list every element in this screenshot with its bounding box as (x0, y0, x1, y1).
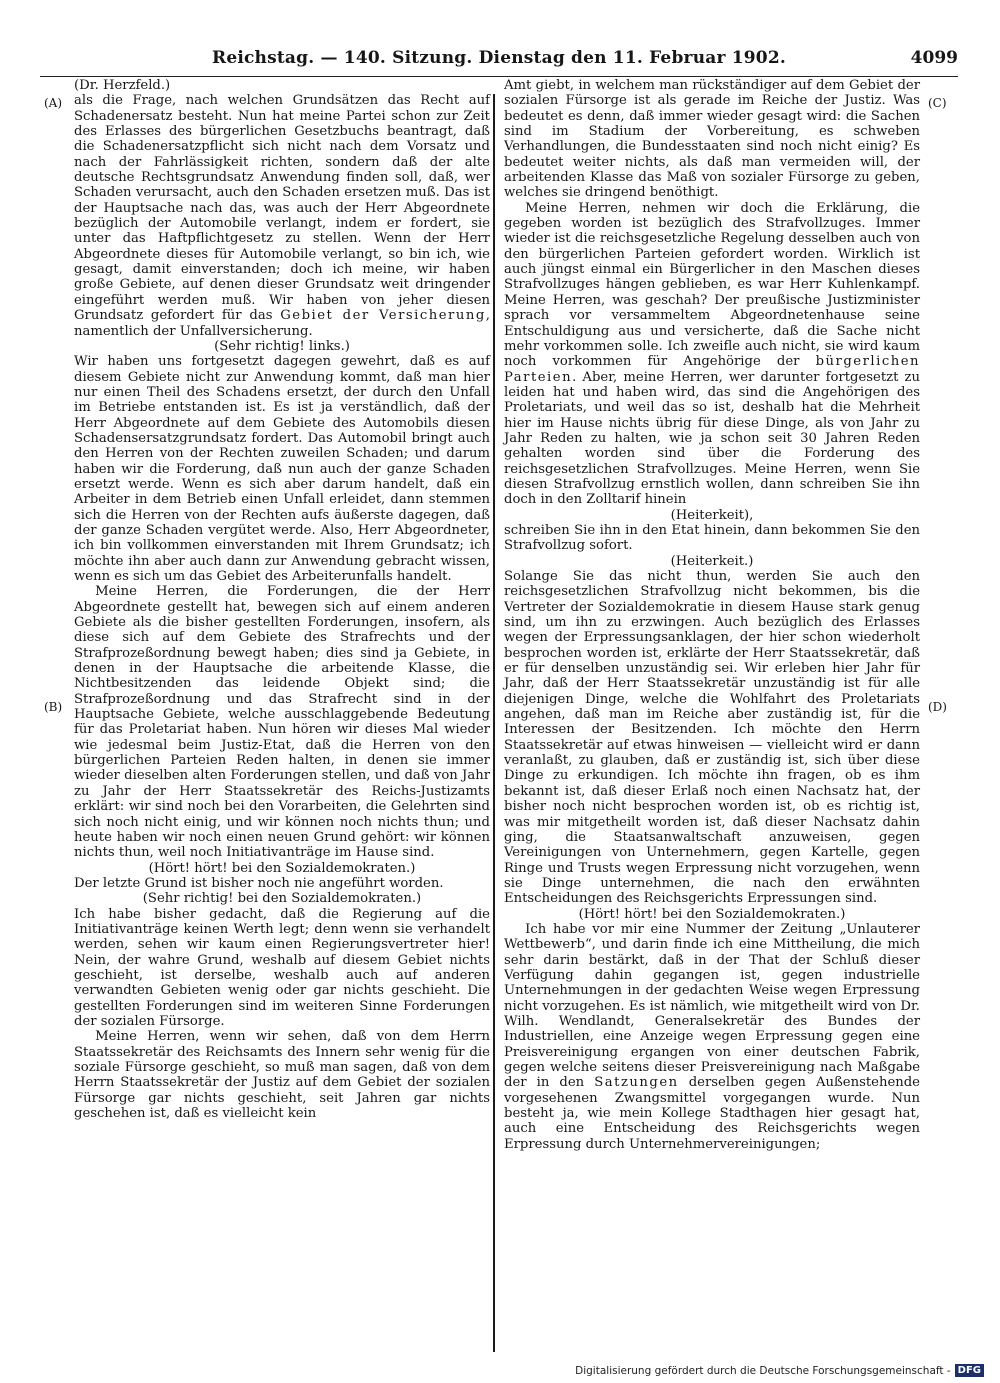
footer (575, 1364, 984, 1377)
paragraph: Amt giebt, in welchem man rückständiger auf dem Gebiet der sozialen Fürsorge ist als gerade im Reiche der Justiz. Was bedeutet es denn, daß immer wieder gesagt wird: die Sachen sind im Stadium der Vorbereitung, es schweben Verhandlungen, die Bundesstaaten sind noch nicht einig? Es bedeutet weiter nichts, als daß man vermeiden will, der arbeitenden Klasse das Maß von sozialer Fürsorge zu geben, welches sie dringend benöthigt. (504, 78, 920, 201)
margin-letter-b: (B) (44, 700, 63, 714)
right-column (504, 78, 920, 1152)
header-title: Reichstag. — 140. Sitzung. Dienstag den 11. Februar 1902. (212, 48, 786, 68)
paragraph: Solange Sie das nicht thun, werden Sie auch den reichsgesetzlichen Strafvollzug nicht bekommen, bis die Vertreter der Sozialdemokratie in diesem Hause stark genug sind, um ihn zu erzwingen. Auch bezüglich des Erlasses wegen der Erpressungsanklagen, der hier schon wiederholt besprochen worden ist, erklärte der Herr Staatssekretär, daß er für denselben unzuständig sei. Wir erleben hier Jahr für Jahr, daß der Herr Staatssekretär unzuständig ist für alle diejenigen Dinge, welche die Wohlfahrt des Proletariats angehen, daß man im Reiche aber zuständig ist, für die Interessen der Besitzenden. Ich möchte den Herrn Staatssekretär auf etwas hinweisen — vielleicht wird er dann veranlaßt, zu glauben, daß er zuständig ist, sich über diese Dinge zu erkundigen. Ich möchte ihn fragen, ob es ihm bekannt ist, daß dieser Erlaß noch einen Nachsatz hat, der bisher noch nicht besprochen worden ist, ob es richtig ist, was mir mitgetheilt worden ist, daß dieser Nachsatz dahin ging, die Staatsanwaltschaft anzuweisen, gegen Vereinigungen von Unternehmern, gegen Kartelle, gegen Ringe und Trusts wegen Erpressung nicht vorzugehen, wenn sie Dinge unternehmen, die nach den erwähnten Entscheidungen des Reichsgerichts Erpressungen sind. (504, 569, 920, 907)
left-column (74, 78, 490, 1121)
spaced-text: Satzungen (594, 1075, 679, 1091)
interjection: (Sehr richtig! links.) (214, 338, 350, 354)
margin-letter-a: (A) (44, 96, 63, 110)
paragraph: Der letzte Grund ist bisher noch nie angeführt worden. (74, 875, 444, 891)
paragraph (74, 93, 490, 339)
paragraph (504, 201, 920, 508)
paragraph-text: als die Frage, nach welchen Grundsätzen das Recht auf Schadenersatz besteht. Nun hat meine Partei schon zur Zeit des Erlasses des bürgerlichen Gesetzbuchs beantragt, daß die Schadenersatzpflicht sich nicht nach dem Vorsatz und nach der Fahrlässigkeit richten, sondern daß der alte deutsche Rechtsgrundsatz Anwendung finden soll, daß, wer Schaden verursacht, auch den Schaden ersetzen muß. Das ist der Hauptsache nach das, was auch der Herr Abgeordnete bezüglich der Automobile verlangt, indem er fordert, sie unter das Haftpflichtgesetz zu stellen. Wenn der Herr Abgeordnete dieses für Automobile verlangt, so bin ich, wie gesagt, damit einverstanden; doch ich meine, wir haben große Gebiete, auf denen dieser Grundsatz weit dringender eingeführt werden muß. Wir haben von jeher diesen Grundsatz gefordert für das (74, 93, 490, 324)
margin-letter-c: (C) (928, 96, 947, 110)
column-divider (493, 94, 495, 1352)
footer-text: Digitalisierung gefördert durch die Deutsche Forschungsgemeinschaft - (575, 1364, 951, 1377)
interjection: (Hört! hört! bei den Sozialdemokraten.) (148, 860, 416, 876)
interjection: (Hört! hört! bei den Sozialdemokraten.) (578, 906, 846, 922)
paragraph: Wir haben uns fortgesetzt dagegen gewehrt, daß es auf diesem Gebiete nicht zur Anwendung kommt, daß man hier nur einen Theil des Schadens ersetzt, der durch den Unfall im Betriebe entstanden ist. Es ist ja verständlich, daß der Herr Abgeordnete auf dem Gebiete des Automobils diesen Schadensersatzgrundsatz fordert. Das Automobil bringt auch den Herren von der Rechten zuweilen Schaden; und darum haben wir die Forderung, daß nun auch der ganze Schaden ersetzt werde. Wenn es sich aber darum handelt, daß ein Arbeiter in dem Betrieb einen Unfall erleidet, dann stemmen sich die Herren von der Rechten aufs äußerste dagegen, daß der ganze Schaden vergütet werde. Also, Herr Abgeordneter, ich bin vollkommen einverstanden mit Ihrem Grundsatz; ich möchte ihn aber auch dann zur Anwendung gebracht wissen, wenn es sich um das Gebiet des Arbeiterunfalls handelt. (74, 354, 490, 584)
spaced-text: Gebiet der Versicherung (280, 308, 486, 324)
paragraph-text: Ich habe vor mir eine Nummer der Zeitung „Unlauterer Wettbewerb“, und darin finde ich eine Mittheilung, die mich sehr darin bestärkt, daß in der That der Schluß dieser Verfügung dahin gegangen ist, gegen industrielle Unternehmungen in der gedachten Weise wegen Erpressung nicht vorzugehen. Es ist nämlich, wie mitgetheilt wird von Dr. Wilh. Wendlandt, Generalsekretär des Bundes der Industriellen, eine Anzeige wegen Erpressung gegen eine Preisvereinigung ergangen von einer deutschen Fabrik, gegen welche seitens dieser Preisvereinigung nach Maßgabe der in den (504, 921, 920, 1091)
paragraph: schreiben Sie ihn in den Etat hinein, dann bekommen Sie den Strafvollzug sofort. (504, 522, 920, 554)
paragraph: Meine Herren, wenn wir sehen, daß von dem Herrn Staatssekretär des Reichsamts des Innern sehr wenig für die soziale Fürsorge geschieht, so muß man sagen, daß von dem Herrn Staatssekretär der Justiz auf dem Gebiet der sozialen Fürsorge gar nichts geschieht, seit Jahren gar nichts geschehen ist, daß es vielleicht kein (74, 1029, 490, 1122)
paragraph-text: , namentlich der Unfallversicherung. (74, 308, 490, 339)
speaker-label: (Dr. Herzfeld.) (74, 78, 171, 93)
interjection: (Heiterkeit), (670, 507, 754, 523)
paragraph (504, 922, 920, 1152)
page-number: 4099 (910, 48, 958, 68)
spaced-text: bürgerlichen Parteien (504, 354, 920, 385)
interjection: (Sehr richtig! bei den Sozialdemokraten.) (142, 891, 422, 907)
margin-letter-d: (D) (928, 700, 947, 714)
paragraph: Meine Herren, die Forderungen, die der Herr Abgeordnete gestellt hat, bewegen sich auf einem anderen Gebiete als die bisher gestellten Forderungen, insofern, als diese sich auf dem Gebiete des Strafrechts und der Strafprozeßordnung bewegt haben; dies sind ja Gebiete, in denen in der Hauptsache die arbeitende Klasse, die Nichtbesitzenden das leidende Objekt sind; die Strafprozeßordnung und das Strafrecht sind in der Hauptsache Gebiete, welche ausschlaggebende Bedeutung für das Proletariat haben. Nun hören wir dieses Mal wieder wie jedesmal beim Justiz-Etat, daß die Herren von den bürgerlichen Parteien Reden halten, in denen sie immer wieder dieselben alten Forderungen stellen, und daß von Jahr zu Jahr der Herr Staatssekretär des Reichs-Justizamts erklärt: wir sind noch bei den Vorarbeiten, die Gelehrten sind sich noch nicht einig, und wir können noch nichts thun; und heute haben wir noch einen neuen Grund gehört: wir können nichts thun, weil noch Initiativanträge im Hause sind. (74, 584, 490, 861)
paragraph-text: . Aber, meine Herren, wer darunter fortgesetzt zu leiden hat und haben wird, das sind die Angehörigen des Proletariats, und weil das so ist, deshalb hat die Mehrheit hier im Hause nichts übrig für diese Dinge, als von Jahr zu Jahr Reden zu halten, wie ja schon seit 30 Jahren Reden gehalten worden sind über die Forderung des reichsgesetzlichen Strafvollzuges. Meine Herren, wenn Sie diesen Strafvollzug ernstlich wollen, dann schreiben Sie ihn doch in den Zolltarif hinein (504, 369, 920, 508)
page-header (40, 44, 958, 77)
paragraph: Ich habe bisher gedacht, daß die Regierung auf die Initiativanträge keinen Werth legt; denn wenn sie verhandelt werden, sehen wir kaum einen Regierungsvertreter hier! Nein, der wahre Grund, weshalb auf diesem Gebiet nichts geschieht, ist derselbe, weshalb auch auf anderen verwandten Gebieten wenig oder gar nichts geschieht. Die gestellten Forderungen sind im weiteren Sinne Forderungen der sozialen Fürsorge. (74, 906, 490, 1029)
paragraph-text: derselben gegen Außenstehende vorgesehenen Zwangsmittel vorgegangen wurde. Nun besteht ja, wie mein Kollege Stadthagen hier gesagt hat, auch eine Entscheidung des Reichsgerichts wegen Erpressung durch Unternehmervereinigungen; (504, 1075, 920, 1152)
paragraph-text: Meine Herren, nehmen wir doch die Erklärung, die gegeben worden ist bezüglich des Strafvollzuges. Immer wieder ist die reichsgesetzliche Regelung desselben auch von den bürgerlichen Parteien gefordert worden. Wirklich ist auch jüngst einmal ein Bürgerlicher in den Maschen dieses Strafvollzuges hängen geblieben, es war Herr Kuhlenkampf. Meine Herren, was geschah? Der preußische Justizminister sprach vor versammeltem Abgeordnetenhause seine Entschuldigung aus und versicherte, daß die Sache nicht mehr vorkommen solle. Ich zweifle auch nicht, sie wird kaum noch vorkommen für Angehörige der (504, 200, 920, 370)
interjection: (Heiterkeit.) (670, 553, 754, 569)
dfg-logo: DFG (955, 1364, 984, 1377)
